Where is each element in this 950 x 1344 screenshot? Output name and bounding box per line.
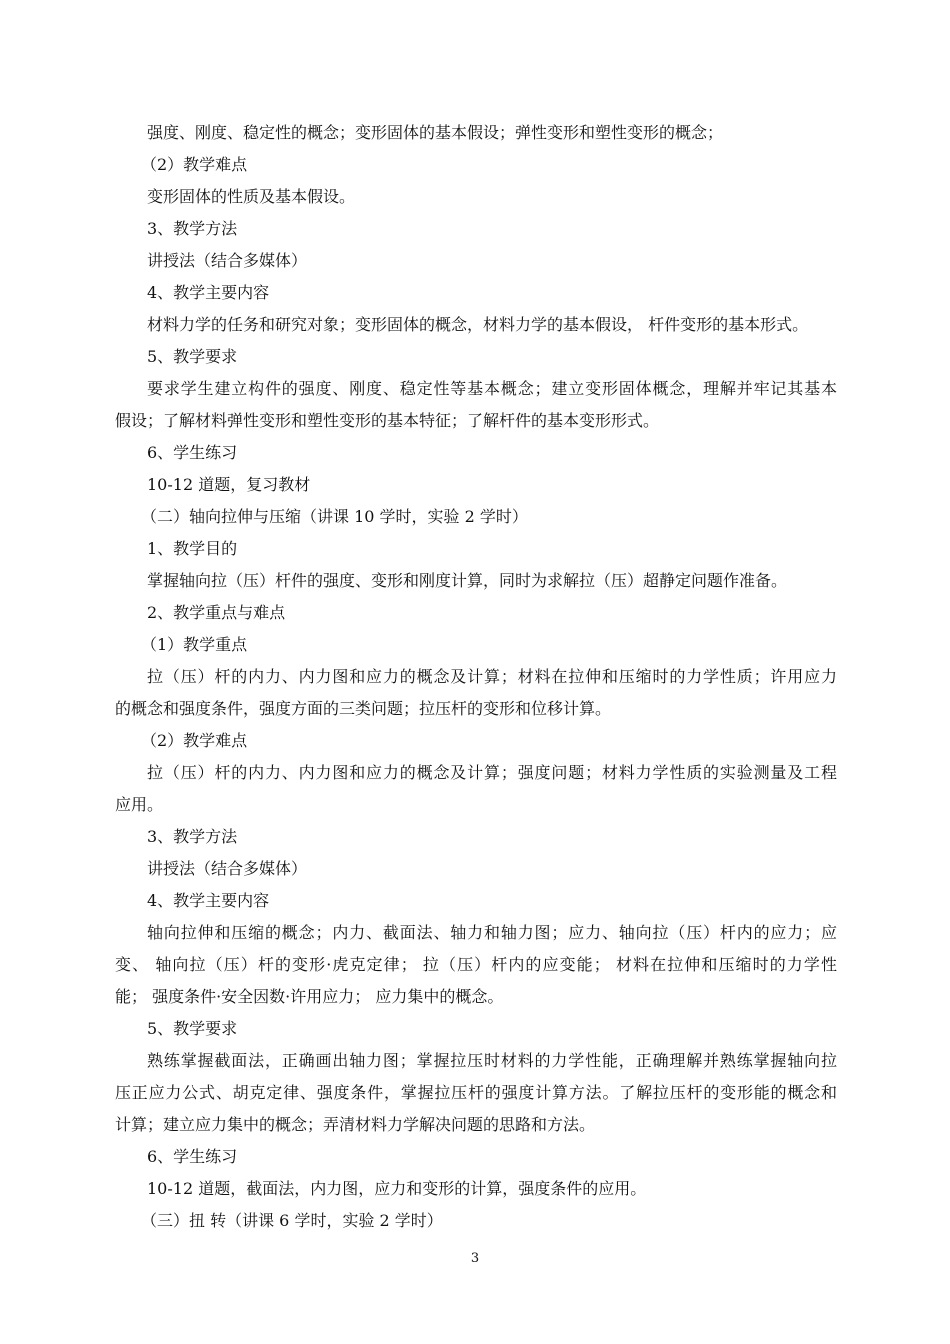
- text-line: 轴向拉伸和压缩的概念；内力、截面法、轴力和轴力图；应力、轴向拉（压）杆内的应力；应: [147, 923, 837, 942]
- text-line: 2、教学重点与难点: [147, 603, 286, 622]
- text-line: （1）教学重点: [141, 635, 248, 654]
- text-line: 5、教学要求: [147, 1019, 238, 1038]
- text-line: 变形固体的性质及基本假设。: [147, 187, 356, 206]
- text-line: 计算；建立应力集中的概念；弄清材料力学解决问题的思路和方法。: [115, 1115, 596, 1134]
- text-line: 10-12 道题，截面法，内力图，应力和变形的计算，强度条件的应用。: [147, 1179, 647, 1198]
- text-line: 掌握轴向拉（压）杆件的强度、变形和刚度计算，同时为求解拉（压）超静定问题作准备。: [147, 571, 788, 590]
- text-line: （二）轴向拉伸与压缩（讲课 10 学时，实验 2 学时）: [141, 507, 528, 526]
- text-line: 压正应力公式、胡克定律、强度条件，掌握拉压杆的强度计算方法。了解拉压杆的变形能的概念和: [115, 1083, 837, 1102]
- text-line: 能； 强度条件·安全因数·许用应力； 应力集中的概念。: [115, 987, 504, 1006]
- text-line: 应用。: [115, 795, 164, 814]
- text-line: 的概念和强度条件，强度方面的三类问题；拉压杆的变形和位移计算。: [115, 699, 612, 718]
- text-line: 10-12 道题，复习教材: [147, 475, 311, 494]
- text-line: 要求学生建立构件的强度、刚度、稳定性等基本概念；建立变形固体概念，理解并牢记其基本: [147, 379, 837, 398]
- text-line: 讲授法（结合多媒体）: [147, 251, 308, 270]
- text-line: 4、教学主要内容: [147, 891, 270, 910]
- text-line: 强度、刚度、稳定性的概念；变形固体的基本假设；弹性变形和塑性变形的概念；: [147, 123, 724, 142]
- text-line: 6、学生练习: [147, 443, 238, 462]
- text-line: 3、教学方法: [147, 827, 238, 846]
- text-line: 5、教学要求: [147, 347, 238, 366]
- page-number: 3: [470, 1251, 480, 1266]
- text-line: 变、 轴向拉（压）杆的变形·虎克定律； 拉（压）杆内的应变能； 材料在拉伸和压缩时的力学性: [115, 955, 837, 974]
- text-line: （2）教学难点: [141, 155, 248, 174]
- text-line: 6、学生练习: [147, 1147, 238, 1166]
- text-line: 熟练掌握截面法，正确画出轴力图；掌握拉压时材料的力学性能，正确理解并熟练掌握轴向拉: [147, 1051, 837, 1070]
- text-line: 讲授法（结合多媒体）: [147, 859, 308, 878]
- text-line: （三）扭 转（讲课 6 学时，实验 2 学时）: [141, 1211, 443, 1230]
- text-line: 材料力学的任务和研究对象；变形固体的概念，材料力学的基本假设， 杆件变形的基本形式。: [147, 315, 809, 334]
- text-line: （2）教学难点: [141, 731, 248, 750]
- text-line: 1、教学目的: [147, 539, 238, 558]
- document-body: [115, 117, 837, 1237]
- text-line: 4、教学主要内容: [147, 283, 270, 302]
- text-line: 3、教学方法: [147, 219, 238, 238]
- text-line: 拉（压）杆的内力、内力图和应力的概念及计算；强度问题；材料力学性质的实验测量及工程: [147, 763, 837, 782]
- text-line: 假设；了解材料弹性变形和塑性变形的基本特征；了解杆件的基本变形形式。: [115, 411, 660, 430]
- text-line: 拉（压）杆的内力、内力图和应力的概念及计算；材料在拉伸和压缩时的力学性质；许用应力: [147, 667, 837, 686]
